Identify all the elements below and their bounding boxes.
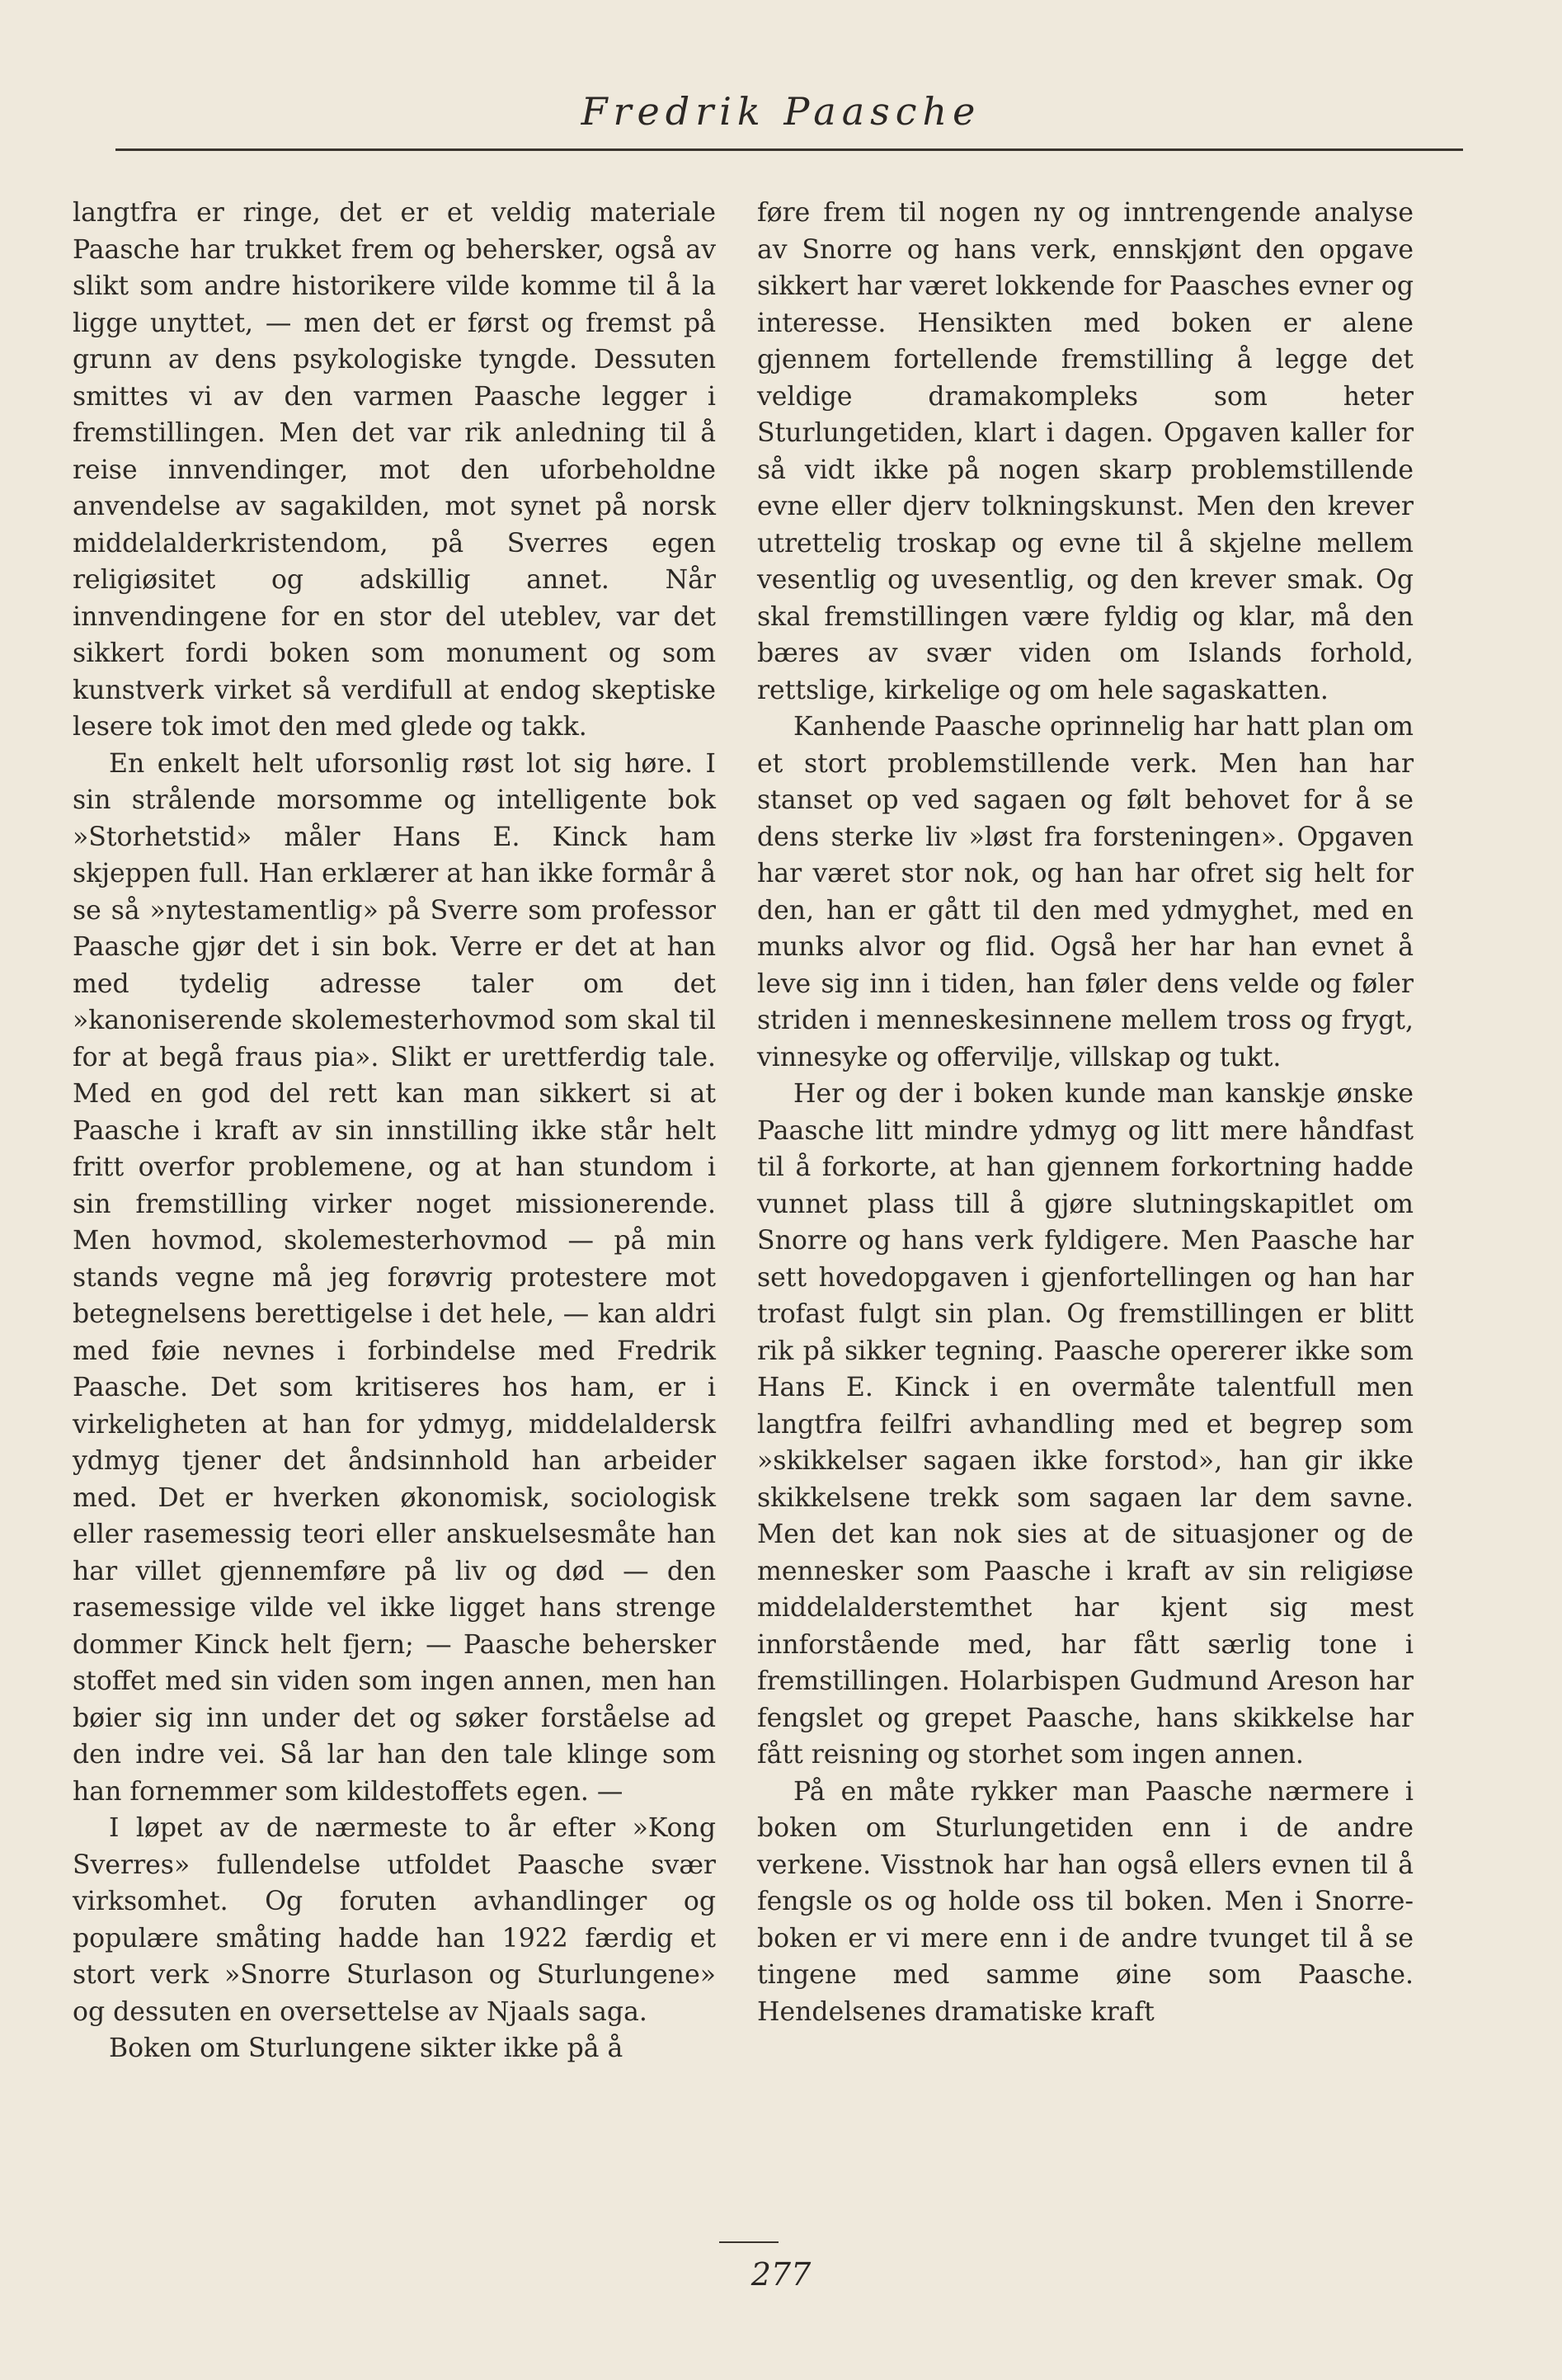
right-column: [757, 195, 1414, 2030]
page-number: 277: [750, 2256, 812, 2293]
running-head: Fredrik Paasche: [581, 89, 981, 134]
paragraph: En enkelt helt uforsonlig røst lot sig høre. I sin strålende morsomme og intelligente bok »Storhetstid» måler Hans E. Kinck ham skjeppen full. Han erklærer at han ikke formår å se så »nytestamentlig» på Sverre som professor Paasche gjør det i sin bok. Verre er det at han med tydelig adresse taler om det »kanoniserende skolemesterhovmod som skal til for at begå fraus pia». Slikt er urettferdig tale. Med en god del rett kan man sikkert si at Paasche i kraft av sin innstilling ikke står helt fritt overfor problemene, og at han stundom i sin fremstilling virker noget missionerende. Men hovmod, skolemesterhovmod — på min stands vegne må jeg forøvrig protestere mot betegnelsens berettigelse i det hele, — kan aldri med føie nevnes i forbindelse med Fredrik Paasche. Det som kritiseres hos ham, er i virkeligheten at han for ydmyg, middelaldersk ydmyg tjener det åndsinnhold han arbeider med. Det er hverken økonomisk, sociologisk eller rasemessig teori eller anskuelsesmåte han har villet gjennemføre på liv og død — den rasemessige vilde vel ikke ligget hans strenge dommer Kinck helt fjern; — Paasche behersker stoffet med sin viden som ingen annen, men han bøier sig inn under det og søker forståelse ad den indre vei. Så lar han den tale klinge som han fornemmer som kildestoffets egen. —: [73, 748, 716, 1807]
paragraph: På en måte rykker man Paasche nærmere i boken om Sturlungetiden enn i de andre verkene. Visstnok har han også ellers evnen til å fengsle os og holde oss til boken. Men i Snorre-boken er vi mere enn i de andre tvunget til å se tingene med samme øine som Paasche. Hendelsenes dramatiske kraft: [757, 1776, 1414, 2027]
paragraph: føre frem til nogen ny og inntrengende analyse av Snorre og hans verk, ennskjønt den opgave sikkert har været lokkende for Paasches evner og interesse. Hensikten med boken er alene gjennem fortellende fremstilling å legge det veldige dramakompleks som heter Sturlungetiden, klart i dagen. Opgaven kaller for så vidt ikke på nogen skarp problemstillende evne eller djerv tolkningskunst. Men den krever utrettelig troskap og evne til å skjelne mellem vesentlig og uvesentlig, og den krever smak. Og skal fremstillingen være fyldig og klar, må den bæres av svær viden om Islands forhold, rettslige, kirkelige og om hele sagaskatten.: [757, 198, 1414, 705]
paragraph: langtfra er ringe, det er et veldig materiale Paasche har trukket frem og behersker, også av slikt som andre historikere vilde komme til å la ligge unyttet, — men det er først og fremst på grunn av dens psykologiske tyngde. Dessuten smittes vi av den varmen Paasche legger i fremstillingen. Men det var rik anledning til å reise innvendinger, mot den uforbeholdne anvendelse av sagakilden, mot synet på norsk middelalderkristendom, på Sverres egen religiøsitet og adskillig annet. Når innvendingene for en stor del uteblev, var det sikkert fordi boken som monument og som kunstverk virket så verdifull at endog skeptiske lesere tok imot den med glede og takk.: [73, 198, 716, 742]
paragraph: Boken om Sturlungene sikter ikke på å: [109, 2034, 623, 2063]
left-column: [73, 195, 716, 2067]
paragraph: I løpet av de nærmeste to år efter »Kong Sverres» fullendelse utfoldet Paasche svær virksomhet. Og foruten avhandlinger og populære småting hadde han 1922 færdig et stort verk »Snorre Sturlason og Sturlungene» og dessuten en oversettelse av Njaals saga.: [73, 1813, 716, 2027]
header-rule: [115, 148, 1463, 151]
paragraph: Kanhende Paasche oprinnelig har hatt plan om et stort problemstillende verk. Men han har stanset op ved sagaen og følt behovet for å se dens sterke liv »løst fra forsteningen». Opgaven har været stor nok, og han har ofret sig helt for den, han er gått til den med ydmyghet, med en munks alvor og flid. Også her har han evnet å leve sig inn i tiden, han føler dens velde og føler striden i menneskesinnene mellem tross og frygt, vinnesyke og offervilje, villskap og tukt.: [757, 712, 1414, 1072]
footer-rule: [719, 2241, 779, 2243]
paragraph: Her og der i boken kunde man kanskje ønske Paasche litt mindre ydmyg og litt mere håndfast til å forkorte, at han gjennem forkortning hadde vunnet plass till å gjøre slutningskapitlet om Snorre og hans verk fyldigere. Men Paasche har sett hovedopgaven i gjenfortellingen og han har trofast fulgt sin plan. Og fremstillingen er blitt rik på sikker tegning. Paasche opererer ikke som Hans E. Kinck i en overmåte talentfull men langtfra feilfri avhandling med et begrep som »skikkelser sagaen ikke forstod», han gir ikke skikkelsene trekk som sagaen lar dem savne. Men det kan nok sies at de situasjoner og de mennesker som Paasche i kraft av sin religiøse middelalderstemthet har kjent sig mest innforstående med, har fått særlig tone i fremstillingen. Holarbispen Gudmund Areson har fengslet og grepet Paasche, hans skikkelse har fått reisning og storhet som ingen annen.: [757, 1079, 1414, 1770]
